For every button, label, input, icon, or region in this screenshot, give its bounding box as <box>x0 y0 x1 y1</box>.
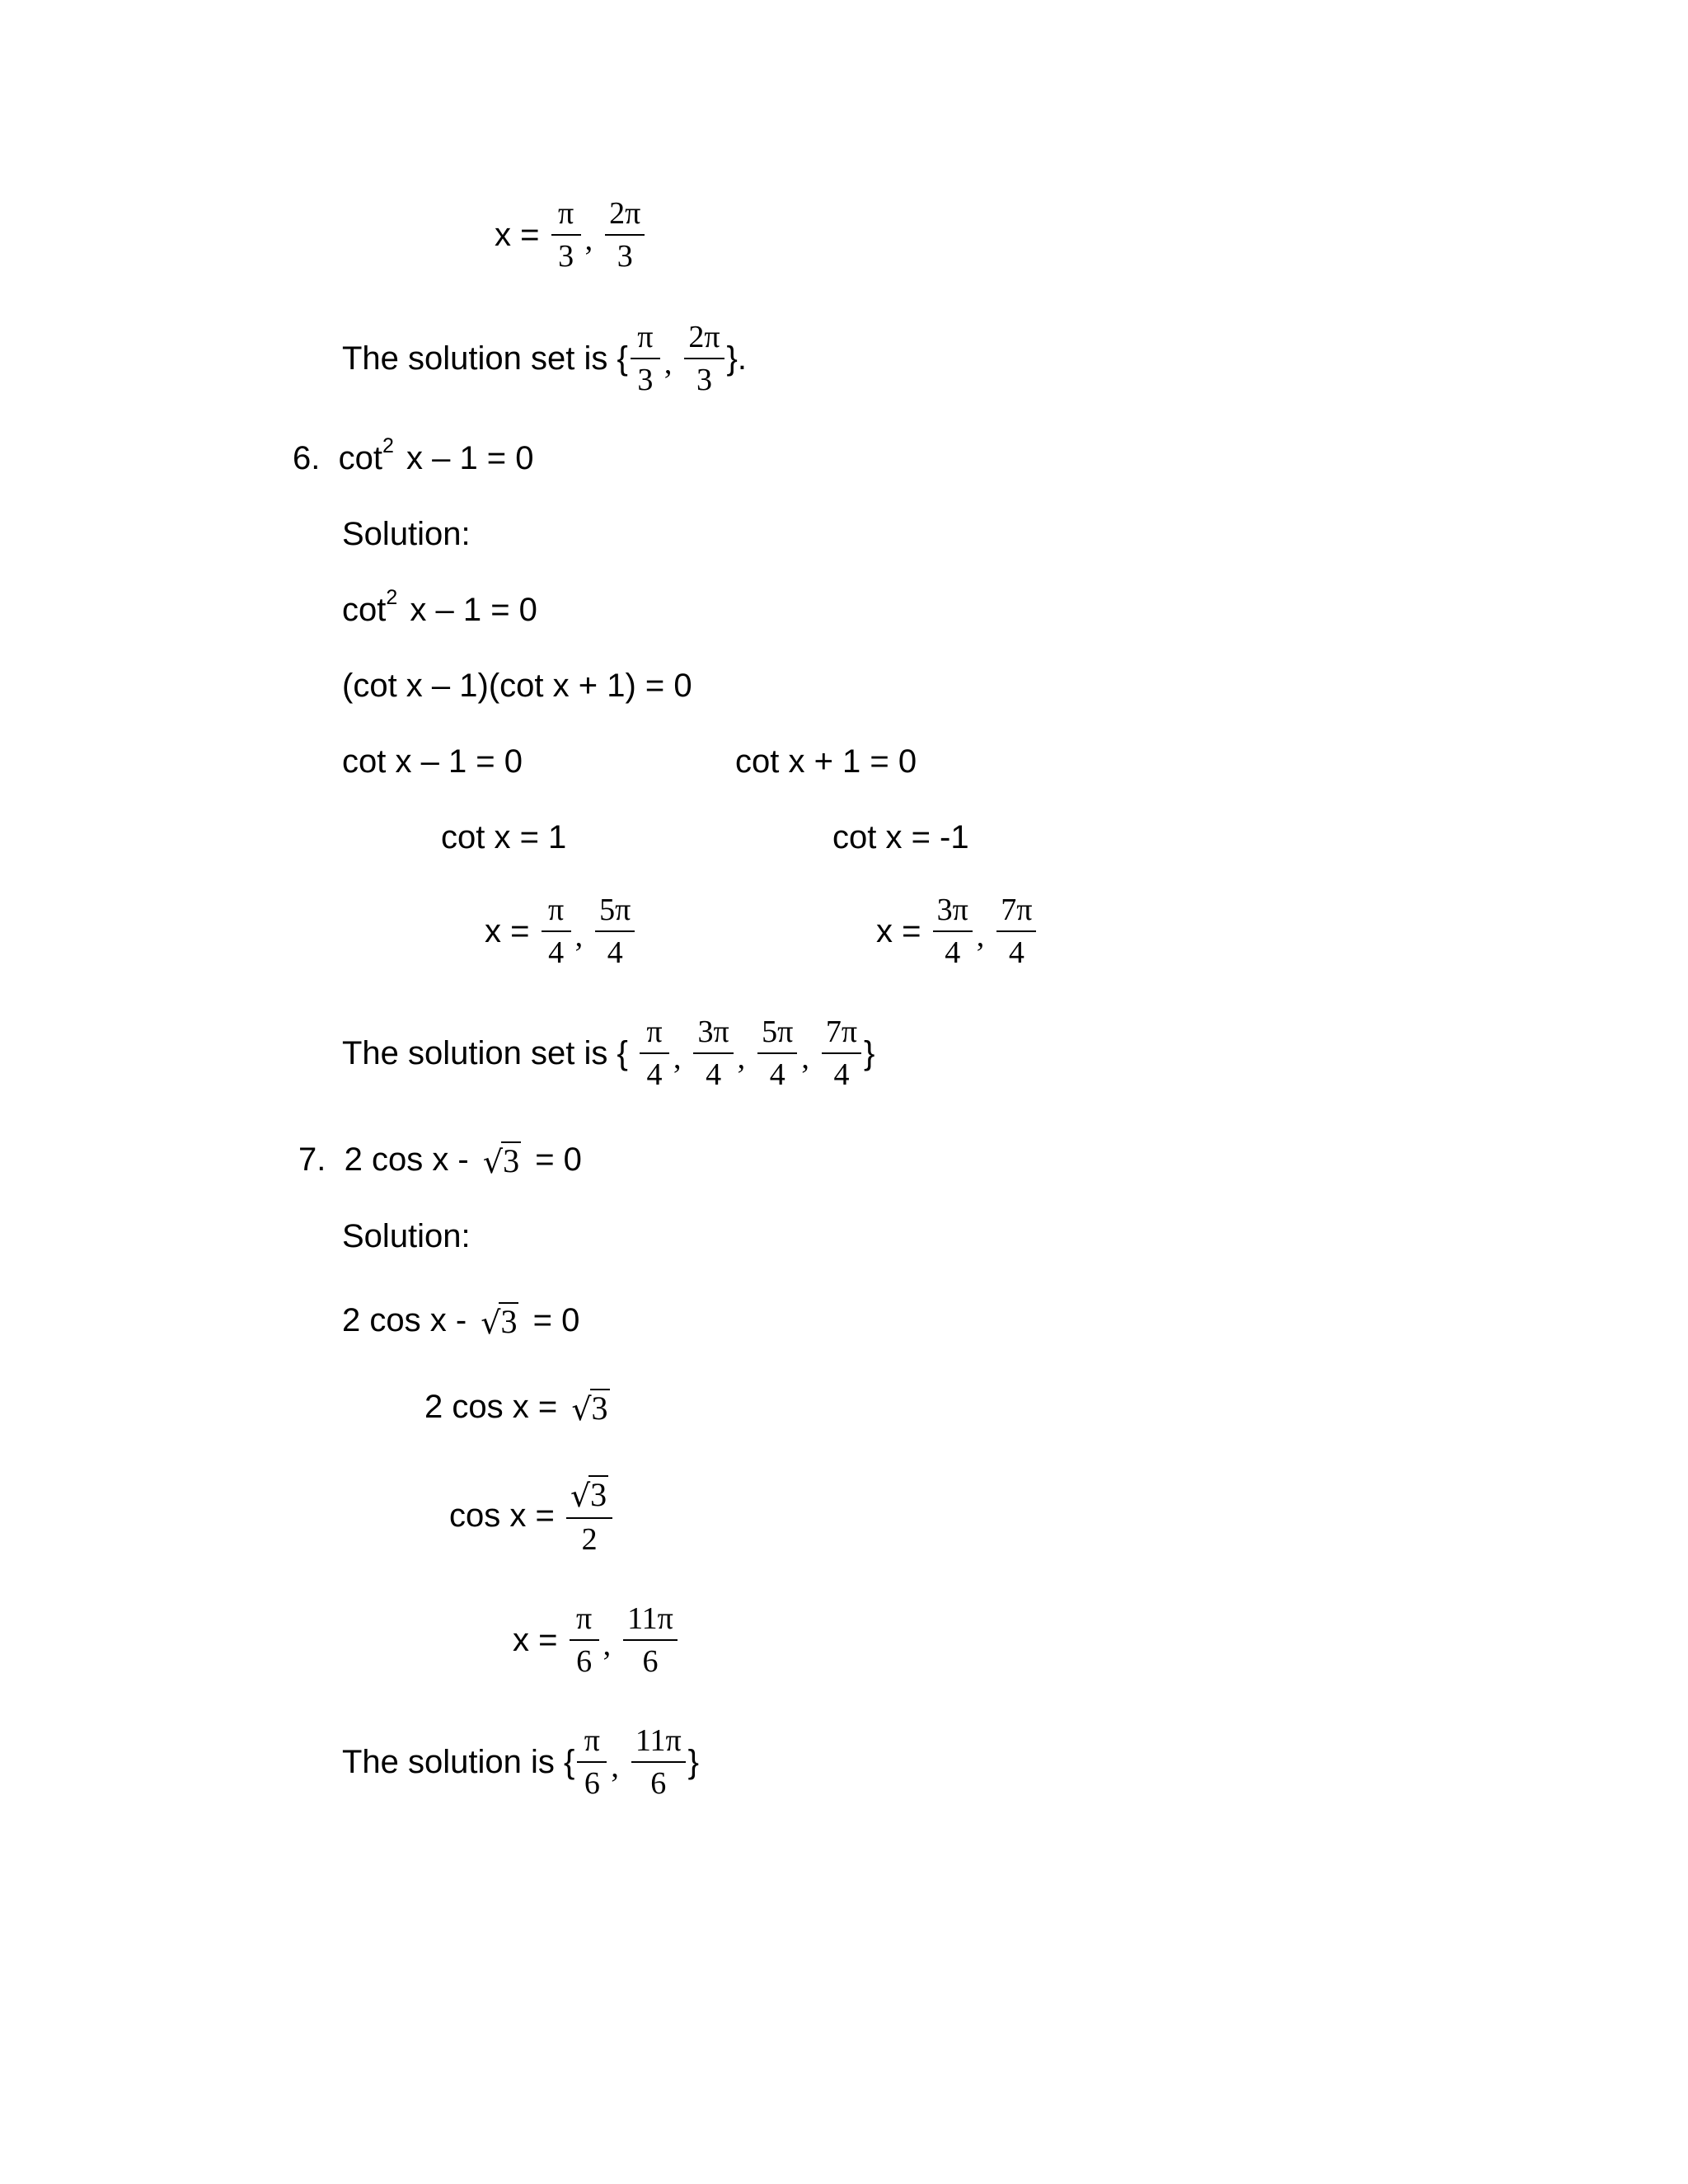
fraction: $\frac{2\pi}{3}$ <box>605 198 645 272</box>
fraction: $\frac{\pi}{6}$ <box>577 1725 607 1799</box>
step-cos-value: cos x = √ 3 2 <box>449 1475 615 1555</box>
x-equals-label: x = <box>495 217 549 253</box>
fraction: $\frac{\pi}{3}$ <box>631 321 660 396</box>
fraction: √ 3 2 <box>566 1475 612 1555</box>
left-branch-answers <box>485 894 637 968</box>
prev-solution-set-line <box>342 321 747 396</box>
square-root: √ 3 <box>570 1476 607 1514</box>
fraction: $\frac{\pi}{6}$ <box>570 1603 599 1677</box>
step-isolate: 2 cos x = √ 3 <box>424 1389 608 1427</box>
fraction: $\frac{7\pi}{4}$ <box>822 1016 861 1090</box>
fraction: $\frac{11\pi}{6}$ <box>623 1603 678 1677</box>
comma: , <box>801 1041 809 1076</box>
close-brace: }. <box>726 340 748 377</box>
comma: , <box>976 919 985 954</box>
radical-sign-icon: √ <box>571 1391 592 1427</box>
problem-7-heading: 7. 2 cos x - √ 3 = 0 <box>298 1141 582 1180</box>
close-brace: } <box>864 1035 875 1071</box>
comma: , <box>737 1041 746 1076</box>
problem-number: 6. <box>293 440 321 476</box>
problem-number: 7. <box>298 1141 326 1178</box>
comma: , <box>611 1750 619 1784</box>
fraction: $\frac{3\pi}{4}$ <box>693 1016 733 1090</box>
fraction: $\frac{5\pi}{4}$ <box>757 1016 797 1090</box>
fraction: $\frac{\pi}{3}$ <box>551 198 581 272</box>
radical-sign-icon: √ <box>482 1144 504 1180</box>
fraction: $\frac{11\pi}{6}$ <box>631 1725 686 1799</box>
superscript: 2 <box>382 434 394 457</box>
problem-6-solution-set <box>342 1016 874 1090</box>
step-equation: cot 2 x – 1 = 0 <box>342 585 537 628</box>
comma: , <box>673 1041 682 1076</box>
prev-x-equals-line <box>495 198 647 272</box>
fraction: $\frac{\pi}{4}$ <box>542 894 571 968</box>
left-branch-value: cot x = 1 <box>441 819 567 855</box>
radical-sign-icon: √ <box>570 1478 591 1514</box>
left-branch-equation: cot x – 1 = 0 <box>342 743 523 780</box>
right-branch-value: cot x = -1 <box>832 819 969 855</box>
x-equals-label: x = <box>485 913 539 949</box>
radical-sign-icon: √ <box>481 1305 501 1341</box>
fraction: $\frac{\pi}{4}$ <box>640 1016 669 1090</box>
solution-lead-text: The solution is { <box>342 1744 575 1780</box>
comma: , <box>663 346 673 381</box>
square-root: √ 3 <box>571 1390 608 1427</box>
right-branch-equation: cot x + 1 = 0 <box>735 743 917 780</box>
open-brace: { <box>617 340 628 377</box>
solution-lead-text: The solution set is { <box>342 1035 637 1071</box>
fraction: $\frac{2\pi}{3}$ <box>684 321 724 396</box>
solution-label: Solution: <box>342 516 471 552</box>
close-brace: } <box>687 1744 700 1780</box>
problem-6-heading: 6. cot 2 x – 1 = 0 <box>293 434 534 476</box>
right-branch-answers <box>876 894 1039 968</box>
problem-7-solution-set <box>342 1725 699 1799</box>
fraction: $\frac{7\pi}{4}$ <box>996 894 1036 968</box>
fraction: $\frac{5\pi}{4}$ <box>595 894 635 968</box>
fraction: $\frac{3\pi}{4}$ <box>933 894 973 968</box>
superscript: 2 <box>386 585 398 609</box>
problem-7-answers <box>513 1603 680 1677</box>
comma: , <box>603 1628 612 1662</box>
comma: , <box>574 919 584 954</box>
comma: , <box>584 223 593 257</box>
x-equals-label: x = <box>513 1622 567 1658</box>
square-root: √ 3 <box>481 1303 518 1341</box>
x-equals-label: x = <box>876 913 931 949</box>
square-root: √ 3 <box>482 1142 520 1180</box>
solution-lead-text: The solution set is <box>342 340 617 377</box>
solution-label: Solution: <box>342 1218 471 1254</box>
step-equation: 2 cos x - √ 3 = 0 <box>342 1302 580 1341</box>
step-factored: (cot x – 1)(cot x + 1) = 0 <box>342 668 692 704</box>
